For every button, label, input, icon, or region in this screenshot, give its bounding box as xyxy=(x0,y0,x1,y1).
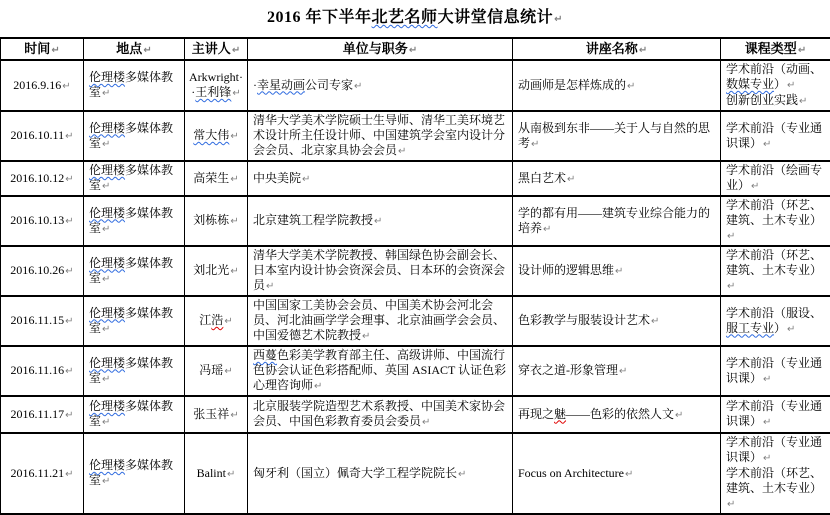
paragraph xyxy=(726,93,825,109)
paragraph-mark-icon: ↵ xyxy=(64,131,73,142)
cell-time xyxy=(1,246,84,296)
paragraph xyxy=(3,213,81,229)
text-run: 刘栋栋 xyxy=(193,213,229,227)
paragraph xyxy=(726,62,825,93)
cell-lecture xyxy=(513,433,721,514)
text-run: 高荣生 xyxy=(193,171,229,185)
paragraph-mark-icon: ↵ xyxy=(674,410,683,421)
text-run: 2016.10.26 xyxy=(10,263,64,277)
paragraph-mark-icon: ↵ xyxy=(64,410,73,421)
spellcheck-blue-wavy-text: 北艺名师 xyxy=(372,9,438,26)
paragraph-mark-icon: ↵ xyxy=(223,366,232,377)
text-run: 学术前沿（服设、 xyxy=(726,306,822,320)
cell-speaker xyxy=(185,396,248,433)
cell-speaker xyxy=(185,111,248,161)
table-row xyxy=(1,296,830,346)
paragraph-mark-icon: ↵ xyxy=(61,81,70,92)
column-header-label: 讲座名称 xyxy=(586,41,638,56)
cell-type xyxy=(721,346,830,396)
text-run: 设计师的逻辑思维 xyxy=(518,263,614,277)
paragraph xyxy=(89,121,179,152)
spellcheck-blue-wavy-text: 服工专业 xyxy=(726,321,774,335)
paragraph-mark-icon: ↵ xyxy=(624,469,633,480)
paragraph-mark-icon: ↵ xyxy=(226,469,235,480)
cell-speaker xyxy=(185,246,248,296)
cell-unit xyxy=(248,161,513,196)
cell-lecture xyxy=(513,296,721,346)
spellcheck-blue-wavy-text: 伦理楼 xyxy=(89,70,125,84)
text-run: 2016 年下半年 xyxy=(267,9,372,26)
spellcheck-red-wavy-text: 魅 xyxy=(554,407,566,421)
paragraph-mark-icon: ↵ xyxy=(64,216,73,227)
text-run: Arkwright·· xyxy=(189,70,243,99)
paragraph-mark-icon: ↵ xyxy=(726,499,735,510)
paragraph-mark-icon: ↵ xyxy=(229,174,238,185)
paragraph xyxy=(89,356,179,387)
text-run: 学术前沿（专业通识课） xyxy=(726,356,822,385)
paragraph xyxy=(3,128,81,144)
paragraph xyxy=(3,363,81,379)
column-header-type xyxy=(721,38,830,60)
paragraph-mark-icon: ↵ xyxy=(301,174,310,185)
paragraph-mark-icon: ↵ xyxy=(786,80,795,91)
paragraph-mark-icon: ↵ xyxy=(762,453,771,464)
cell-time xyxy=(1,161,84,196)
text-run: 大讲堂信息统计 xyxy=(438,9,554,26)
paragraph xyxy=(188,263,244,279)
paragraph xyxy=(3,313,81,329)
text-run: 多媒体教室 xyxy=(89,356,173,385)
cell-location xyxy=(84,111,185,161)
text-run: 2016.11.17 xyxy=(11,407,65,421)
text-run: 2016.11.21 xyxy=(11,466,65,480)
text-run: 动画师是怎样炼成的 xyxy=(518,78,626,92)
text-run: Focus on Architecture xyxy=(518,466,624,480)
cell-type xyxy=(721,111,830,161)
cell-lecture xyxy=(513,246,721,296)
paragraph xyxy=(89,163,179,194)
paragraph xyxy=(726,198,825,244)
paragraph-mark-icon: ↵ xyxy=(142,45,151,56)
paragraph-mark-icon: ↵ xyxy=(762,139,771,150)
paragraph-mark-icon: ↵ xyxy=(618,366,627,377)
paragraph xyxy=(188,171,244,187)
cell-location xyxy=(84,196,185,246)
text-run: 穿衣之道-形象管理 xyxy=(518,363,618,377)
paragraph xyxy=(253,113,507,159)
spellcheck-blue-wavy-text: 伦理楼 xyxy=(89,163,125,177)
spellcheck-blue-wavy-text: 西蔓 xyxy=(253,348,277,362)
paragraph xyxy=(726,121,825,152)
text-run: 刘北光 xyxy=(193,263,229,277)
paragraph-mark-icon: ↵ xyxy=(64,174,73,185)
paragraph xyxy=(188,363,244,379)
paragraph-mark-icon: ↵ xyxy=(530,139,539,150)
paragraph xyxy=(253,399,507,430)
cell-unit xyxy=(248,433,513,514)
paragraph-mark-icon: ↵ xyxy=(408,45,417,56)
paragraph-mark-icon: ↵ xyxy=(229,410,238,421)
spellcheck-blue-wavy-text: 常大伟 xyxy=(193,128,229,142)
paragraph xyxy=(89,70,179,101)
paragraph xyxy=(726,399,825,430)
cell-type xyxy=(721,246,830,296)
text-run: 从南极到东非——关于人与自然的思考 xyxy=(518,121,710,150)
paragraph xyxy=(253,248,507,294)
paragraph-mark-icon: ↵ xyxy=(798,96,807,107)
paragraph-mark-icon: ↵ xyxy=(373,216,382,227)
paragraph xyxy=(518,78,715,94)
cell-time xyxy=(1,60,84,111)
paragraph-mark-icon: ↵ xyxy=(626,81,635,92)
text-run: 多媒体教室 xyxy=(89,399,173,428)
paragraph xyxy=(3,407,81,423)
cell-location xyxy=(84,161,185,196)
paragraph xyxy=(518,407,715,423)
spellcheck-blue-wavy-text: 伦理楼 xyxy=(89,121,125,135)
paragraph-mark-icon: ↵ xyxy=(101,476,110,487)
cell-lecture xyxy=(513,161,721,196)
column-header-time xyxy=(1,38,84,60)
column-header-lecture xyxy=(513,38,721,60)
cell-lecture xyxy=(513,396,721,433)
column-header-speaker xyxy=(185,38,248,60)
column-header-label: 时间 xyxy=(24,41,50,56)
paragraph xyxy=(3,171,81,187)
text-run: 多媒体教室 xyxy=(89,70,173,99)
text-run: 多媒体教室 xyxy=(89,206,173,235)
paragraph xyxy=(188,213,244,229)
spellcheck-blue-wavy-text: 伦理楼 xyxy=(89,256,125,270)
cell-unit xyxy=(248,346,513,396)
cell-location xyxy=(84,60,185,111)
text-run: 学的都有用——建筑专业综合能力的培养 xyxy=(518,206,710,235)
paragraph xyxy=(253,171,507,187)
paragraph-mark-icon: ↵ xyxy=(797,45,806,56)
cell-speaker xyxy=(185,296,248,346)
cell-lecture xyxy=(513,196,721,246)
text-run: 清华大学美术学院硕士生导师、清华工美环境艺术设计所主任设计师、中国建筑学会室内设计分会会员、北京家具协会会员 xyxy=(253,113,505,157)
cell-speaker xyxy=(185,60,248,111)
spellcheck-blue-wavy-text: 伦理楼 xyxy=(89,458,125,472)
column-header-label: 主讲人 xyxy=(192,41,231,56)
text-run: ） xyxy=(774,77,786,91)
paragraph-mark-icon: ↵ xyxy=(397,146,406,157)
text-run: 张玉祥 xyxy=(193,407,229,421)
paragraph-mark-icon: ↵ xyxy=(101,324,110,335)
spellcheck-blue-wavy-text: 幸星动画 xyxy=(257,78,305,92)
text-run: 匈牙利（国立）佩奇大学工程学院院长 xyxy=(253,466,457,480)
document-title xyxy=(0,0,830,37)
paragraph xyxy=(726,435,825,466)
text-run: 多媒体教室 xyxy=(89,163,173,192)
spellcheck-blue-wavy-text: 伦理楼 xyxy=(89,306,125,320)
paragraph-mark-icon: ↵ xyxy=(421,417,430,428)
cell-type xyxy=(721,196,830,246)
column-header-label: 课程类型 xyxy=(745,41,797,56)
cell-speaker xyxy=(185,433,248,514)
column-header-label: 单位与职务 xyxy=(343,41,408,56)
text-run: 创新创业实践 xyxy=(726,93,798,107)
paragraph-mark-icon: ↵ xyxy=(353,81,362,92)
paragraph-mark-icon: ↵ xyxy=(229,216,238,227)
cell-time xyxy=(1,346,84,396)
text-run: 学术前沿（环艺、建筑、土木专业） xyxy=(726,198,822,227)
cell-lecture xyxy=(513,346,721,396)
paragraph xyxy=(89,399,179,430)
paragraph-mark-icon: ↵ xyxy=(101,417,110,428)
paragraph xyxy=(188,70,244,101)
paragraph-mark-icon: ↵ xyxy=(231,88,240,99)
paragraph-mark-icon: ↵ xyxy=(638,45,647,56)
text-run: 2016.10.12 xyxy=(10,171,64,185)
cell-location xyxy=(84,433,185,514)
cell-speaker xyxy=(185,346,248,396)
paragraph xyxy=(726,163,825,194)
paragraph-mark-icon: ↵ xyxy=(265,281,274,292)
paragraph-mark-icon: ↵ xyxy=(64,316,73,327)
paragraph-mark-icon: ↵ xyxy=(650,316,659,327)
paragraph-mark-icon: ↵ xyxy=(614,266,623,277)
table-row xyxy=(1,346,830,396)
text-run: 色彩美学教育部主任、高级讲师、中国流行色协会认证色彩搭配师、英国 ASIACT 认证色彩心理咨询师 xyxy=(253,348,506,392)
spellcheck-blue-wavy-text: 数媒专业 xyxy=(726,77,774,91)
paragraph xyxy=(89,306,179,337)
paragraph xyxy=(188,466,244,482)
spellcheck-blue-wavy-text: 伦理楼 xyxy=(89,356,125,370)
spellcheck-blue-wavy-text: 伦理楼 xyxy=(89,399,125,413)
paragraph xyxy=(3,78,81,94)
text-run: 再现之 xyxy=(518,407,554,421)
paragraph-mark-icon: ↵ xyxy=(101,224,110,235)
cell-type xyxy=(721,396,830,433)
paragraph-mark-icon: ↵ xyxy=(726,281,735,292)
text-run: 黑白艺术 xyxy=(518,171,566,185)
text-run: · xyxy=(253,78,257,92)
paragraph xyxy=(89,206,179,237)
paragraph-mark-icon: ↵ xyxy=(231,45,240,56)
paragraph xyxy=(726,306,825,337)
cell-time xyxy=(1,111,84,161)
table-row xyxy=(1,433,830,514)
paragraph-mark-icon: ↵ xyxy=(361,331,370,342)
text-run: 学术前沿（环艺、建筑、土木专业） xyxy=(726,248,822,277)
paragraph-mark-icon: ↵ xyxy=(566,174,575,185)
cell-type xyxy=(721,296,830,346)
spellcheck-blue-wavy-text: 伦理楼 xyxy=(89,206,125,220)
paragraph xyxy=(726,356,825,387)
cell-time xyxy=(1,196,84,246)
paragraph xyxy=(253,466,507,482)
table-header-row xyxy=(1,38,830,60)
text-run: 多媒体教室 xyxy=(89,256,173,285)
column-header-unit xyxy=(248,38,513,60)
paragraph-mark-icon: ↵ xyxy=(457,469,466,480)
text-run: 中国国家工美协会会员、中国美术协会河北会员、河北油画学学会理事、北京油画学会会员、中国爱德艺术院教授 xyxy=(253,298,505,342)
cell-unit xyxy=(248,60,513,111)
cell-time xyxy=(1,296,84,346)
text-run: 冯瑶 xyxy=(199,363,223,377)
text-run: 2016.11.15 xyxy=(11,313,65,327)
cell-unit xyxy=(248,396,513,433)
text-run: 江 xyxy=(199,313,211,327)
paragraph-mark-icon: ↵ xyxy=(101,88,110,99)
paragraph-mark-icon: ↵ xyxy=(101,274,110,285)
paragraph-mark-icon: ↵ xyxy=(313,381,322,392)
text-run: 学术前沿（环艺、建筑、土木专业） xyxy=(726,466,822,495)
text-run: 学术前沿（绘画专业） xyxy=(726,163,822,192)
text-run: Balint xyxy=(197,466,226,480)
column-header-location xyxy=(84,38,185,60)
paragraph-mark-icon: ↵ xyxy=(229,266,238,277)
text-run: 北京建筑工程学院教授 xyxy=(253,213,373,227)
cell-unit xyxy=(248,246,513,296)
text-run: ——色彩的依然人文 xyxy=(566,407,674,421)
paragraph xyxy=(253,78,507,94)
cell-type xyxy=(721,433,830,514)
paragraph xyxy=(253,213,507,229)
cell-location xyxy=(84,396,185,433)
paragraph xyxy=(188,128,244,144)
paragraph xyxy=(3,263,81,279)
cell-location xyxy=(84,346,185,396)
cell-time xyxy=(1,433,84,514)
table-row xyxy=(1,60,830,111)
paragraph-mark-icon: ↵ xyxy=(64,366,73,377)
cell-type xyxy=(721,60,830,111)
paragraph xyxy=(518,466,715,482)
lecture-info-table xyxy=(0,37,830,515)
text-run: 多媒体教室 xyxy=(89,306,173,335)
paragraph xyxy=(518,313,715,329)
paragraph-mark-icon: ↵ xyxy=(101,374,110,385)
paragraph xyxy=(726,248,825,294)
text-run: 2016.10.11 xyxy=(11,128,65,142)
paragraph xyxy=(518,263,715,279)
table-row xyxy=(1,196,830,246)
paragraph-mark-icon: ↵ xyxy=(542,224,551,235)
paragraph xyxy=(188,313,244,329)
paragraph xyxy=(518,121,715,152)
text-run: 学术前沿（动画、 xyxy=(726,62,822,76)
cell-unit xyxy=(248,296,513,346)
text-run: 2016.10.13 xyxy=(10,213,64,227)
text-run: 2016.9.16 xyxy=(13,78,61,92)
text-run: 清华大学美术学院教授、韩国绿色协会副会长、日本室内设计协会资深会员、日本环的会资深会员 xyxy=(253,248,505,292)
paragraph-mark-icon: ↵ xyxy=(726,231,735,242)
table-row xyxy=(1,111,830,161)
paragraph xyxy=(518,363,715,379)
table-row xyxy=(1,396,830,433)
paragraph-mark-icon: ↵ xyxy=(553,14,563,25)
text-run: 北京服装学院造型艺术系教授、中国美术家协会会员、中国色彩教育委员会委员 xyxy=(253,399,505,428)
paragraph xyxy=(518,171,715,187)
cell-lecture xyxy=(513,111,721,161)
text-run: 学术前沿（专业通识课） xyxy=(726,121,822,150)
text-run: 学术前沿（专业通识课） xyxy=(726,435,822,464)
paragraph-mark-icon: ↵ xyxy=(101,181,110,192)
paragraph-mark-icon: ↵ xyxy=(229,131,238,142)
cell-speaker xyxy=(185,196,248,246)
paragraph-mark-icon: ↵ xyxy=(786,324,795,335)
spellcheck-red-wavy-text: 浩 xyxy=(211,313,223,327)
paragraph xyxy=(89,256,179,287)
paragraph-mark-icon: ↵ xyxy=(64,266,73,277)
text-run: 公司专家 xyxy=(305,78,353,92)
cell-type xyxy=(721,161,830,196)
paragraph-mark-icon: ↵ xyxy=(762,417,771,428)
cell-time xyxy=(1,396,84,433)
paragraph-mark-icon: ↵ xyxy=(750,181,759,192)
cell-speaker xyxy=(185,161,248,196)
text-run: 学术前沿（专业通识课） xyxy=(726,399,822,428)
cell-lecture xyxy=(513,60,721,111)
paragraph xyxy=(188,407,244,423)
text-run: 多媒体教室 xyxy=(89,458,173,487)
column-header-label: 地点 xyxy=(116,41,142,56)
paragraph xyxy=(3,466,81,482)
paragraph-mark-icon: ↵ xyxy=(762,374,771,385)
table-row xyxy=(1,246,830,296)
text-run: 色彩教学与服装设计艺术 xyxy=(518,313,650,327)
cell-location xyxy=(84,296,185,346)
cell-unit xyxy=(248,111,513,161)
paragraph-mark-icon: ↵ xyxy=(223,316,232,327)
spellcheck-blue-wavy-text: 王利锋 xyxy=(195,85,231,99)
table-row xyxy=(1,161,830,196)
text-run: 中央美院 xyxy=(253,171,301,185)
cell-unit xyxy=(248,196,513,246)
paragraph-mark-icon: ↵ xyxy=(101,139,110,150)
paragraph xyxy=(89,458,179,489)
paragraph xyxy=(253,298,507,344)
cell-location xyxy=(84,246,185,296)
paragraph xyxy=(253,348,507,394)
text-run: 多媒体教室 xyxy=(89,121,173,150)
text-run: ） xyxy=(774,321,786,335)
text-run: 2016.11.16 xyxy=(11,363,65,377)
paragraph xyxy=(518,206,715,237)
paragraph-mark-icon: ↵ xyxy=(64,469,73,480)
paragraph-mark-icon: ↵ xyxy=(50,45,59,56)
